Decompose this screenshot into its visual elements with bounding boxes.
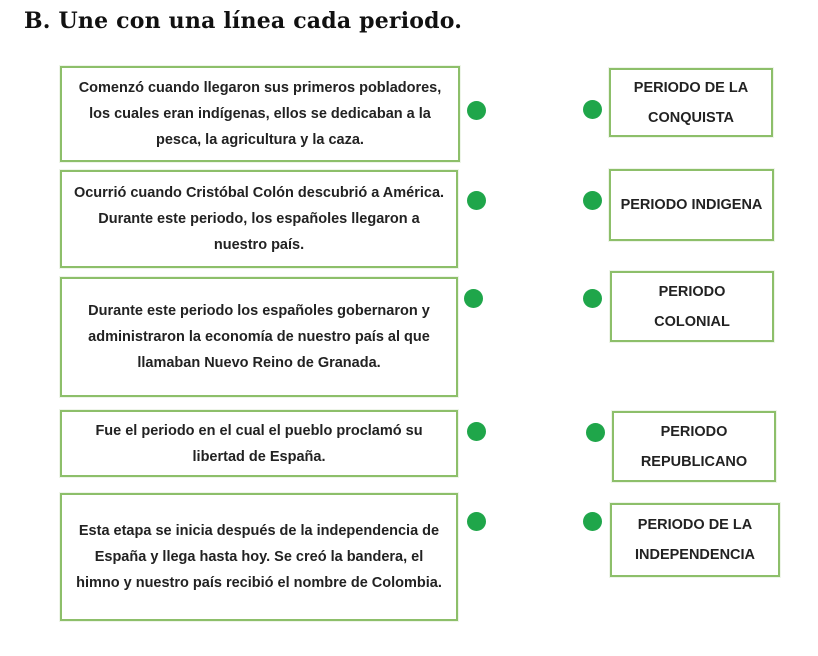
description-box-5 — [60, 493, 458, 621]
right-connector-dot-4[interactable] — [586, 423, 605, 442]
description-box-4 — [60, 410, 458, 477]
period-label: PERIODO DE LA CONQUISTA — [633, 79, 749, 126]
left-connector-dot-2[interactable] — [467, 191, 486, 210]
description-text: Esta etapa se inicia después de la independencia de España y llega hasta hoy. Se creó la bandera, el himno y nuestro país recibió el nombre de Colombia. — [76, 523, 442, 591]
period-box-4 — [612, 411, 776, 482]
right-connector-dot-5[interactable] — [583, 512, 602, 531]
period-box-2 — [609, 169, 774, 241]
period-box-5 — [610, 503, 780, 577]
left-connector-dot-4[interactable] — [467, 422, 486, 441]
right-connector-dot-2[interactable] — [583, 191, 602, 210]
period-box-1 — [609, 68, 773, 137]
exercise-title: B. Une con una línea cada periodo. — [24, 8, 463, 34]
description-box-2 — [60, 170, 458, 268]
right-connector-dot-1[interactable] — [583, 100, 602, 119]
left-connector-dot-1[interactable] — [467, 101, 486, 120]
left-connector-dot-5[interactable] — [467, 512, 486, 531]
description-text: Durante este periodo los españoles gobernaron y administraron la economía de nuestro país al que llamaban Nuevo Reino de Granada. — [88, 303, 430, 371]
description-text: Fue el periodo en el cual el pueblo proclamó su libertad de España. — [95, 422, 423, 465]
period-label: PERIODO COLONIAL — [654, 283, 730, 330]
left-connector-dot-3[interactable] — [464, 289, 483, 308]
period-box-3 — [610, 271, 774, 342]
description-box-3 — [60, 277, 458, 397]
period-label: PERIODO DE LA INDEPENDENCIA — [634, 517, 756, 563]
description-text: Comenzó cuando llegaron sus primeros pobladores, los cuales eran indígenas, ellos se dedicaban a la pesca, la agricultura y la caza. — [78, 80, 442, 148]
period-label: PERIODO REPUBLICANO — [640, 423, 748, 470]
right-connector-dot-3[interactable] — [583, 289, 602, 308]
description-box-1 — [60, 66, 460, 162]
period-label: PERIODO INDIGENA — [620, 197, 763, 213]
description-text: Ocurrió cuando Cristóbal Colón descubrió a América. Durante este periodo, los españoles llegaron a nuestro país. — [73, 185, 445, 253]
